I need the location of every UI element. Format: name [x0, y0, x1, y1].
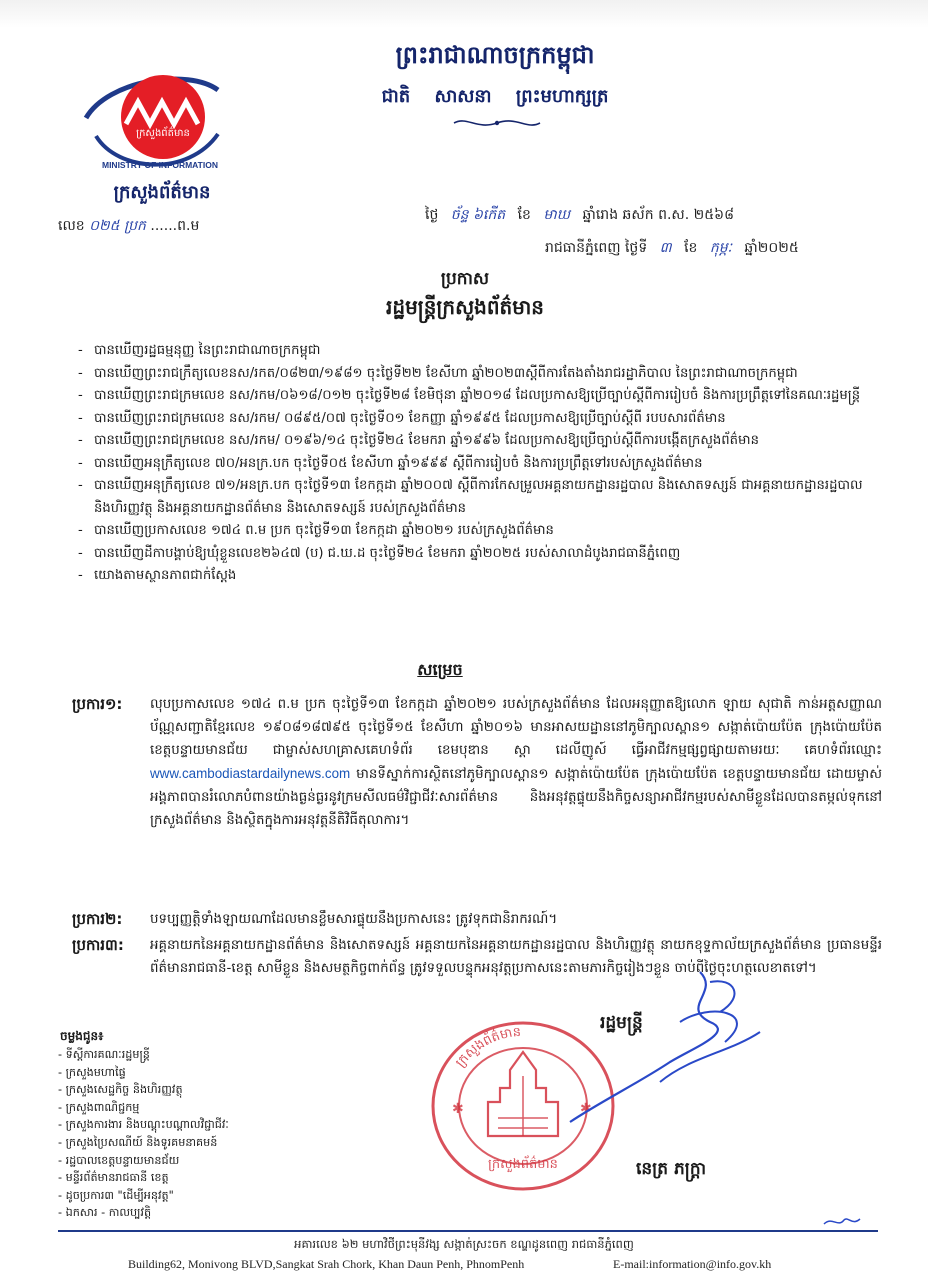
footer-divider	[58, 1230, 878, 1232]
issuer-title: រដ្ឋមន្ត្រីក្រសួងព័ត៌មាន	[386, 295, 544, 319]
cc-title: ចម្លងជូន៖	[60, 1029, 104, 1043]
signatory-title: រដ្ឋមន្ត្រី	[600, 1013, 643, 1033]
month-label: ខែ	[684, 240, 698, 256]
document-type: ប្រកាស	[440, 269, 490, 289]
lunar-day-label: ថ្ងៃ	[425, 207, 439, 223]
solar-date-line	[545, 238, 799, 259]
article-1-text-1: លុបប្រកាសលេខ ១៧៤ ព.ម ប្រក ចុះថ្ងៃទី១៣ ខែកក្កដា ឆ្នាំ២០២១ របស់ក្រសួងព័ត៌មាន ដែលអនុញ្ញាតឱ្យលោក ឡាយ សុជាតិ កាន់អត្តសញ្ញាណប័ណ្ណសញ្ជាតិខ្មែរលេខ ១៩០៨១៨៧៩៥ ចុះថ្ងៃទី១៥ ខែសីហា ឆ្នាំ២០១៦ មានអាសយដ្ឋាននៅភូមិក្បាលស្ពាន១ សង្កាត់ប៉ោយប៉ែត ក្រុងប៉ោយប៉ែត ខេត្តបន្ទាយមានជ័យ ជាម្ចាស់សហគ្រាសគេហទំព័រ ខេមបុឌាន ស្តា ដេលីញូស៍ ធ្វើអាជីវកម្មផ្សព្វផ្សាយតាមរយៈ គេហទំព័រឈ្មោះ	[150, 697, 882, 758]
svg-text:✱: ✱	[580, 1101, 592, 1117]
seal-text-bottom: ក្រសួងព័ត៌មាន	[488, 1157, 558, 1172]
initial-mark	[822, 1214, 862, 1228]
footer-email: E-mail:information@info.gov.kh	[613, 1257, 772, 1271]
consideration-item: - បានឃើញអនុក្រឹត្យលេខ ៧១/អនក្រ.បក ចុះថ្ងៃទី១៣ ខែកក្កដា ឆ្នាំ២០០៧ ស្តីពីការកែសម្រួលអគ្គនាយកដ្ឋានរដ្ឋបាល និងសោតទស្សន៍ ជាអគ្គនាយកដ្ឋានរដ្ឋបាល និងហិរញ្ញវត្ថុ និងអគ្គនាយកដ្ឋានព័ត៌មាន និងសោតទស្សន៍ របស់ក្រសួងព័ត៌មាន	[78, 475, 878, 520]
city-day-label: រាជធានីភ្នំពេញ ថ្ងៃទី	[545, 240, 648, 256]
cc-item: - ក្រសួងការងារ និងបណ្តុះបណ្តាលវិជ្ជាជីវៈ	[58, 1118, 229, 1132]
article-3-label: ប្រការ៣:	[72, 936, 124, 954]
article-3-body: អគ្គនាយកនៃអគ្គនាយកដ្ឋានព័ត៌មាន និងសោតទស្សន៍ អគ្គនាយកនៃអគ្គនាយកដ្ឋានរដ្ឋបាល និងហិរញ្ញវត្ថុ នាយកខុទ្ទកាល័យក្រសួងព័ត៌មាន ប្រធានមន្ទីរព័ត៌មានរាជធានី-ខេត្ត សាមីខ្លួន និងសមត្ថកិច្ចពាក់ព័ន្ធ ត្រូវទទួលបន្ទុកអនុវត្តប្រកាសនេះតាមភារកិច្ចរៀងៗខ្លួន ចាប់ពីថ្ងៃចុះហត្ថលេខាតទៅ។	[150, 938, 882, 976]
lunar-date-line	[425, 205, 734, 226]
reference-number	[58, 216, 199, 237]
svg-text:✱: ✱	[452, 1101, 464, 1117]
article-2	[72, 908, 882, 931]
lunar-year: ឆ្នាំរោង ឆស័ក ព.ស. ២៥៦៨	[582, 207, 734, 223]
ref-suffix: ......ព.ម	[150, 218, 200, 234]
consideration-item: - បានឃើញរដ្ឋធម្មនុញ្ញ នៃព្រះរាជាណាចក្រកម្ពុជា	[78, 340, 878, 363]
cc-item: - ទីស្តីការគណៈរដ្ឋមន្ត្រី	[58, 1048, 150, 1061]
seal-text-top: ក្រសួងព័ត៌មាន	[452, 1024, 522, 1071]
ministry-of-information-logo	[78, 62, 228, 177]
tacteng-ornament-icon	[452, 116, 542, 130]
consideration-item: - បានឃើញព្រះរាជក្រឹត្យលេខនស/រកត/០៨២៣/១៩៨១ ចុះថ្ងៃទី២២ ខែសីហា ឆ្នាំ២០២៣ស្តីពីការតែងតាំងរាជរដ្ឋាភិបាល នៃព្រះរាជាណាចក្រកម្ពុជា	[78, 363, 878, 386]
cc-item: - រដ្ឋបាលខេត្តបន្ទាយមានជ័យ	[58, 1153, 180, 1167]
consideration-item: - បានឃើញប្រកាសលេខ ១៧៤ ព.ម ប្រក ចុះថ្ងៃទី១៣ ខែកក្កដា ឆ្នាំ២០២១ របស់ក្រសួងព័ត៌មាន	[78, 520, 878, 543]
ministry-name: ក្រសួងព័ត៌មាន	[113, 182, 211, 203]
lunar-month-handwritten: មាឃ	[543, 207, 571, 223]
national-motto: ជាតិ សាសនា ព្រះមហាក្សត្រ	[381, 86, 609, 107]
signatory-name: នេត្រ ភក្ត្រា	[636, 1159, 707, 1179]
cc-item: - ក្រសួងប្រៃសណីយ៍ និងទូរគមនាគមន៍	[58, 1135, 218, 1149]
considerations-list	[78, 340, 878, 588]
solar-year: ឆ្នាំ២០២៥	[744, 240, 799, 256]
kingdom-title: ព្រះរាជាណាចក្រកម្ពុជា	[395, 41, 595, 69]
article-1-body	[150, 693, 882, 832]
consideration-item: - បានឃើញព្រះរាជក្រមលេខ នស/រកម/ ០១៩៦/១៤ ចុះថ្ងៃទី២៤ ខែមករា ឆ្នាំ១៩៩៦ ដែលប្រកាសឱ្យប្រើច្បាប់ស្តីពីការបង្កើតក្រសួងព័ត៌មាន	[78, 430, 878, 453]
ref-handwritten: ០២៥ ប្រក	[89, 218, 146, 234]
article-2-label: ប្រការ២:	[72, 910, 123, 928]
consideration-item: - បានឃើញព្រះរាជក្រមលេខ នស/រកម/០៦១៨/០១២ ចុះថ្ងៃទី២៨ ខែមិថុនា ឆ្នាំ២០១៨ ដែលប្រកាសឱ្យប្រើច្បាប់ស្តីពីការរៀបចំ និងការប្រព្រឹត្តទៅនៃគណៈរដ្ឋមន្ត្រី	[78, 385, 878, 408]
website-link[interactable]: www.cambodiastardailynews.com	[150, 766, 351, 781]
svg-text:ក្រសួងព័ត៌មាន: ក្រសួងព័ត៌មាន	[136, 128, 190, 139]
lunar-day-handwritten: ច័ន្ទ ៦កើត	[450, 207, 506, 223]
day-handwritten: ៣	[659, 240, 672, 256]
cc-item: - ក្រសួងសេដ្ឋកិច្ច និងហិរញ្ញវត្ថុ	[58, 1083, 183, 1097]
cc-item: - ក្រសួងពាណិជ្ជកម្ម	[58, 1100, 140, 1114]
cc-item: - មន្ទីរព័ត៌មានរាជធានី ខេត្ត	[58, 1171, 169, 1185]
lunar-month-label: ខែ	[517, 207, 531, 223]
svg-text:ក្រសួងព័ត៌មាន	[453, 1025, 522, 1070]
decision-heading: សម្រេច	[417, 660, 463, 679]
article-1-text-2: មានទីស្នាក់ការស្ថិតនៅភូមិក្បាលស្ពាន១ សង្កាត់ប៉ោយប៉ែត ក្រុងប៉ោយប៉ែត ខេត្តបន្ទាយមានជ័យ ដោយម្ចាស់អង្គភាពបានរំលោភបំពានយ៉ាងធ្ងន់ធ្ងរនូវក្រមសីលធម៌វិជ្ជាជីវៈសារព័ត៌មាន និងអនុវត្តផ្ទុយនឹងកិច្ចសន្យាអាជីវកម្មរបស់សាមីខ្លួនដែលបានតម្កល់ទុកនៅក្រសួងព័ត៌មាន និងស្ថិតក្នុងការអនុវត្តនីតិវិធីតុលាការ។	[150, 767, 883, 828]
cc-item: - ដូចប្រការ៣ "ដើម្បីអនុវត្ត"	[58, 1188, 174, 1202]
svg-text:MINISTRY OF INFORMATION: MINISTRY OF INFORMATION	[101, 160, 219, 170]
cc-item: - ឯកសារ - កាលប្បវត្តិ	[58, 1206, 152, 1220]
article-1	[72, 693, 882, 832]
article-2-body: បទប្បញ្ញត្តិទាំងឡាយណាដែលមានខ្លឹមសារផ្ទុយនឹងប្រកាសនេះ ត្រូវទុកជានិរាករណ៍។	[150, 912, 558, 927]
footer-english-address: Building62, Monivong BLVD,Sangkat Srah Chork, Khan Daun Penh, PhnomPenh	[128, 1257, 525, 1271]
article-1-label: ប្រការ១:	[72, 695, 123, 713]
consideration-item: - យោងតាមស្ថានភាពជាក់ស្តែង	[78, 565, 878, 588]
scan-top-edge	[0, 0, 928, 28]
consideration-item: - បានឃើញដីកាបង្គាប់ឱ្យឃុំខ្លួនលេខ២៦៤៧ (ប) ជ.ឃ.ដ ចុះថ្ងៃទី២៤ ខែមករា ឆ្នាំ២០២៥ របស់សាលាដំបូងរាជធានីភ្នំពេញ	[78, 543, 878, 566]
month-handwritten: កុម្ភៈ	[709, 240, 732, 256]
cc-item: - ក្រសួងមហាផ្ទៃ	[58, 1065, 126, 1079]
cc-list	[58, 1046, 229, 1222]
consideration-item: - បានឃើញព្រះរាជក្រមលេខ នស/រកម/ ០៨៩៥/០៧ ចុះថ្ងៃទី០១ ខែកញ្ញា ឆ្នាំ១៩៩៥ ដែលប្រកាសឱ្យប្រើច្បាប់ស្តីពី របបសារព័ត៌មាន	[78, 408, 878, 431]
handwritten-signature	[560, 962, 790, 1132]
footer-khmer-address: អគារលេខ ៦២ មហាវិថីព្រះមុនីវង្ស សង្កាត់ស្រះចក ខណ្ឌដូនពេញ រាជធានីភ្នំពេញ	[294, 1237, 634, 1251]
consideration-item: - បានឃើញអនុក្រឹត្យលេខ ៧០/អនក្រ.បក ចុះថ្ងៃទី០៥ ខែសីហា ឆ្នាំ១៩៩៩ ស្តីពីការរៀបចំ និងការប្រព្រឹត្តទៅរបស់ក្រសួងព័ត៌មាន	[78, 453, 878, 476]
ref-prefix: លេខ	[58, 218, 85, 234]
